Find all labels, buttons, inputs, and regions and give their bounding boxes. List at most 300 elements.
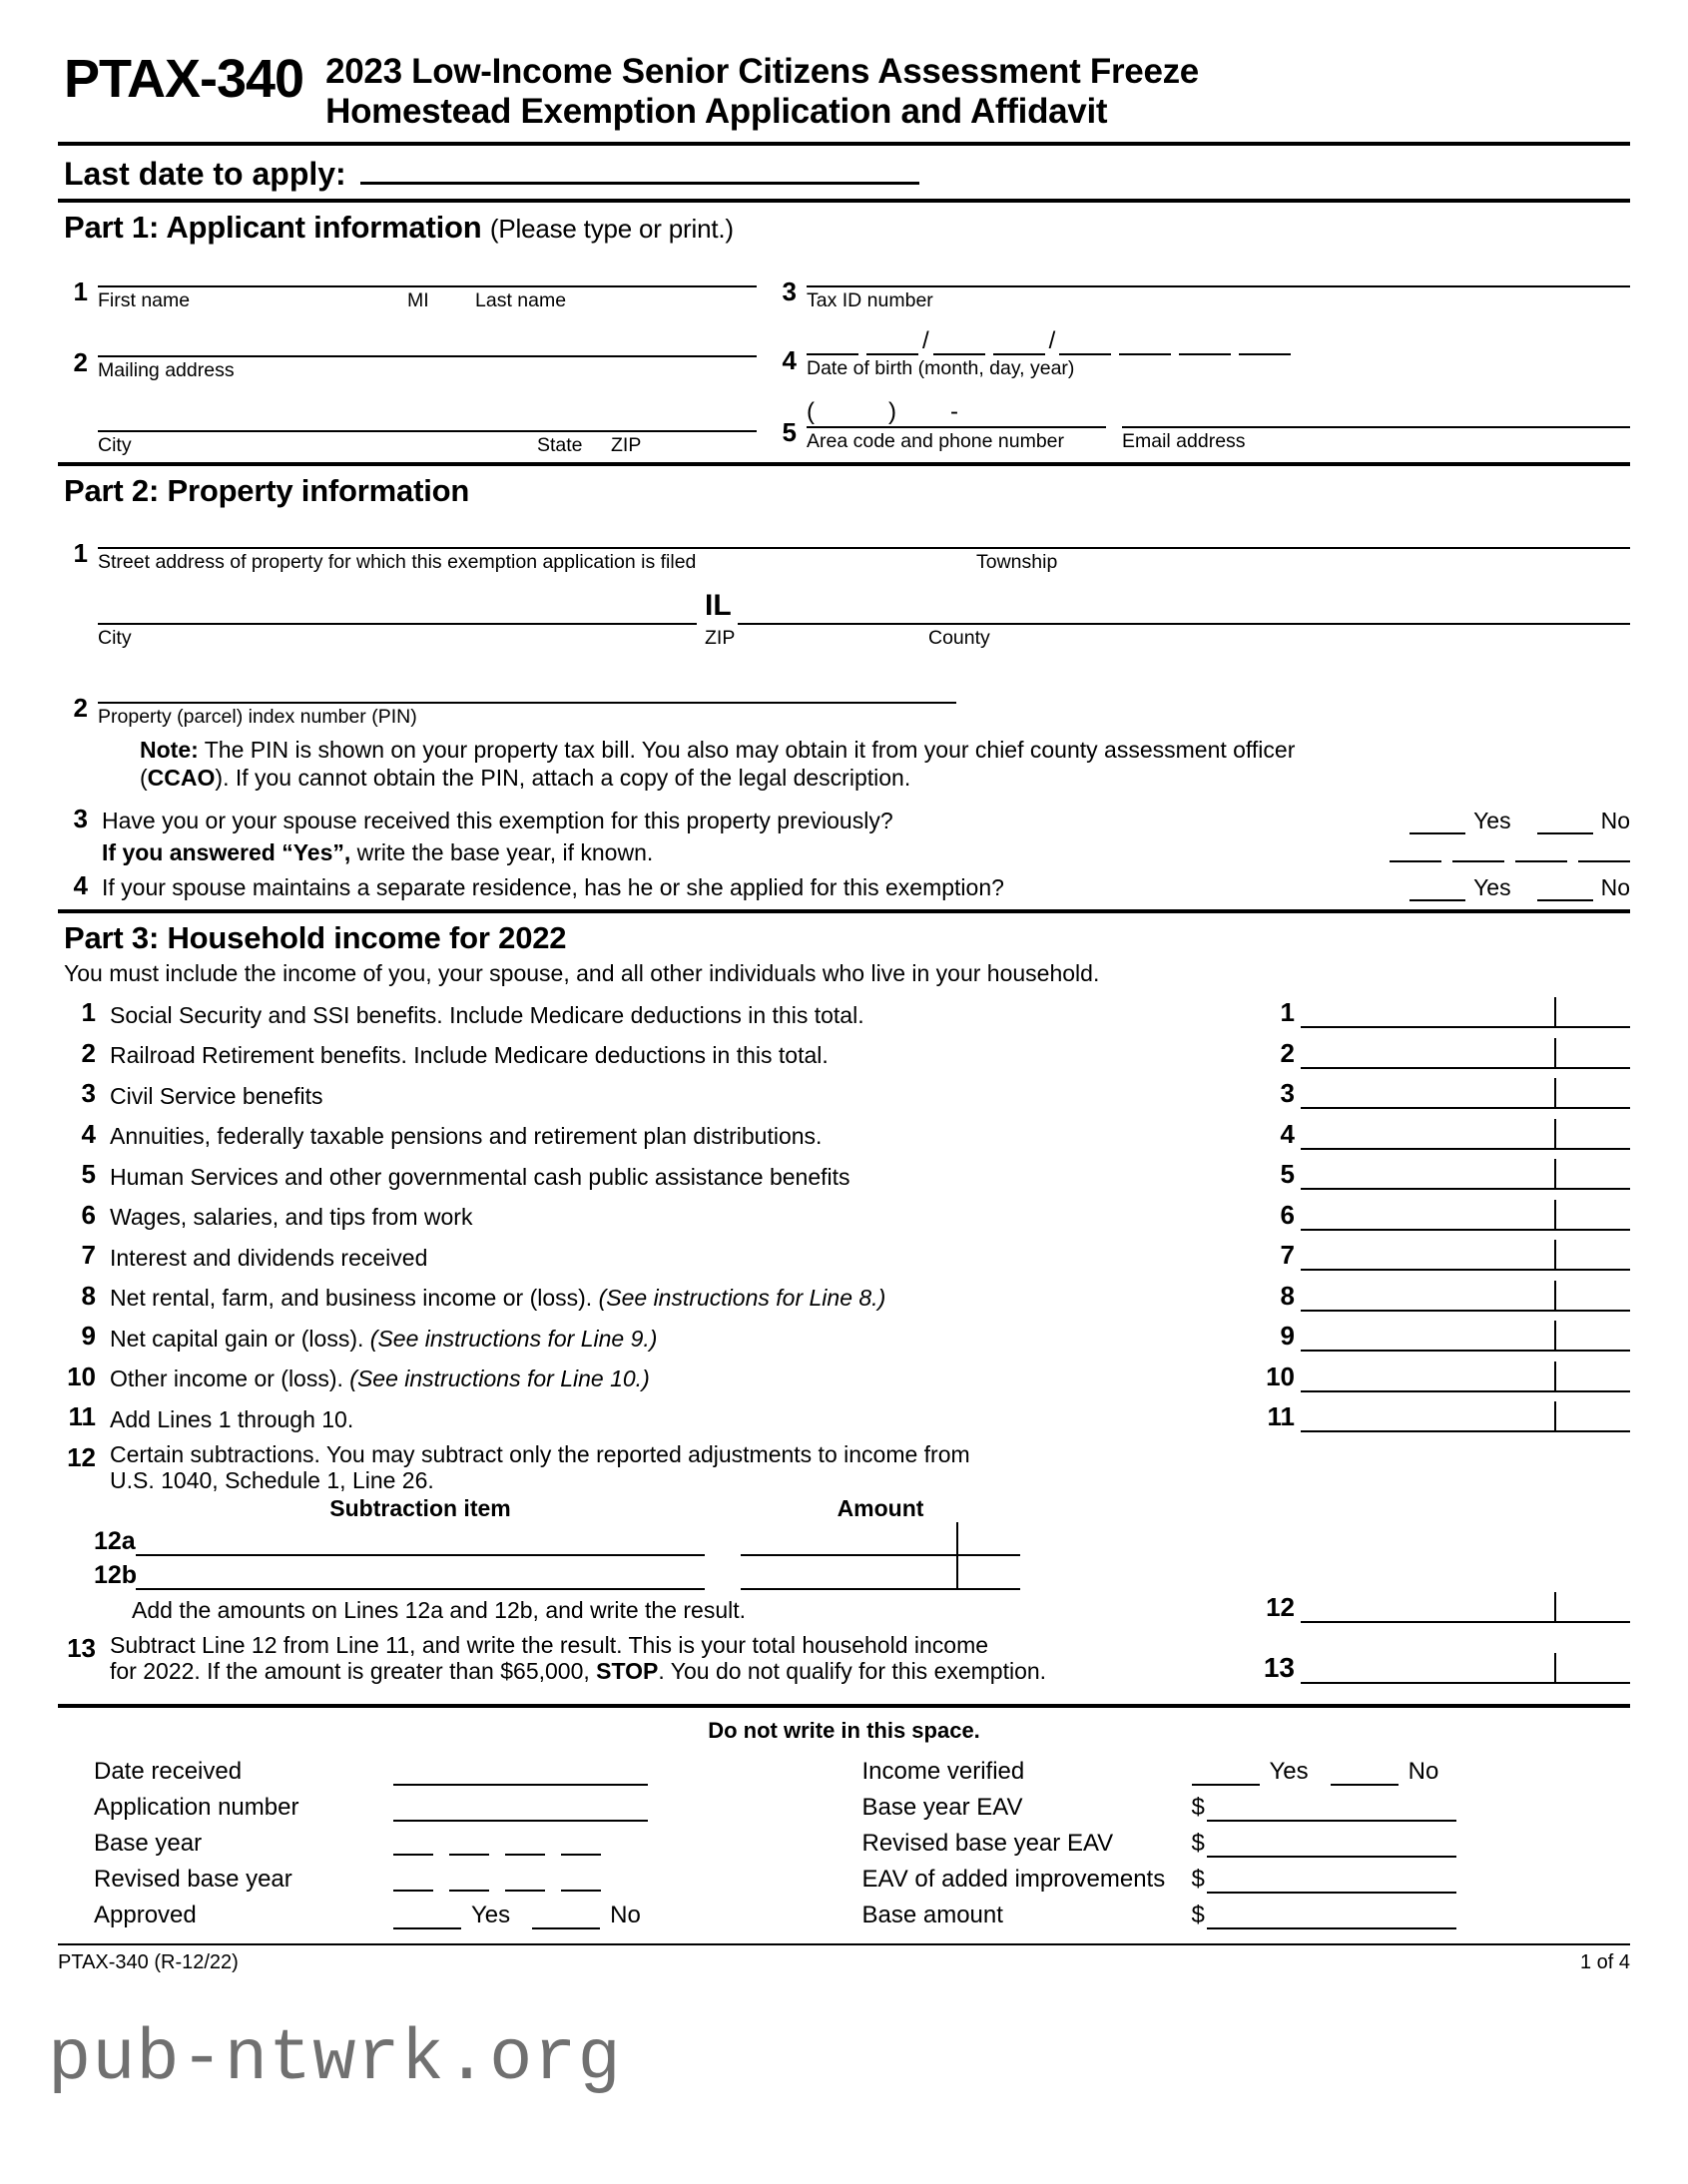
base-year-blanks bbox=[1390, 838, 1630, 866]
cents-divider bbox=[1554, 1240, 1556, 1269]
income-row bbox=[58, 997, 1630, 1028]
pin-caption-wrap bbox=[98, 706, 956, 728]
income-line-text bbox=[96, 1084, 1261, 1110]
question-3b-text bbox=[88, 839, 1390, 867]
base-year-office-digit-3[interactable] bbox=[505, 1834, 545, 1856]
part1-right-column bbox=[757, 252, 1630, 456]
caption-tax-id: Tax ID number bbox=[807, 288, 933, 311]
part2-line3-number: 3 bbox=[73, 804, 88, 834]
office-row-revised-base-year bbox=[94, 1866, 862, 1894]
pin-note-line2-rest: ). If you cannot obtain the PIN, attach a copy of the legal description. bbox=[215, 765, 911, 792]
q3-no-checkbox[interactable] bbox=[1537, 811, 1593, 834]
input-revised-base-year-eav[interactable] bbox=[1192, 1830, 1456, 1858]
q3-no-label: No bbox=[1600, 808, 1630, 834]
line-13-amount-input[interactable] bbox=[1301, 1656, 1630, 1684]
q3-yes-checkbox[interactable] bbox=[1409, 811, 1465, 834]
property-city-input[interactable] bbox=[98, 589, 697, 625]
q4-no-checkbox[interactable] bbox=[1537, 877, 1593, 901]
income-row bbox=[58, 1159, 1630, 1190]
part1-body bbox=[58, 252, 1630, 456]
pin-note-line2 bbox=[140, 764, 1630, 792]
income-line-text bbox=[96, 1165, 1261, 1191]
base-year-office-digit-4[interactable] bbox=[561, 1834, 601, 1856]
line-13-row bbox=[58, 1633, 1630, 1685]
income-line-number-right: 4 bbox=[1280, 1118, 1295, 1149]
caption-mi: MI bbox=[407, 288, 429, 311]
email-field-group bbox=[1106, 394, 1630, 452]
part1-top-divider bbox=[58, 199, 1630, 203]
property-state-fixed: IL bbox=[705, 589, 732, 623]
income-line-label: Net rental, farm, and business income or (loss). bbox=[110, 1285, 599, 1312]
income-row bbox=[58, 1321, 1630, 1352]
applicant-name-input[interactable] bbox=[98, 252, 757, 287]
pin-note-bold: Note: bbox=[140, 737, 199, 764]
income-verified-yes-checkbox[interactable] bbox=[1192, 1762, 1260, 1786]
dob-month-tens[interactable] bbox=[807, 325, 858, 355]
subtraction-table-header bbox=[58, 1495, 1630, 1522]
phone-email-row bbox=[767, 394, 1630, 452]
ccao-abbr: CCAO bbox=[147, 765, 216, 792]
line-13-l2-a: for 2022. If the amount is greater than $65,000, bbox=[110, 1657, 597, 1684]
subtraction-item-12b-input[interactable] bbox=[136, 1558, 705, 1590]
form-title-line2: Homestead Exemption Application and Affidavit bbox=[325, 91, 1108, 131]
income-line-number: 3 bbox=[81, 1078, 96, 1109]
cents-divider bbox=[1554, 1200, 1556, 1229]
income-amount-input[interactable] bbox=[1301, 1324, 1630, 1352]
income-line-label: Add Lines 1 through 10. bbox=[110, 1405, 354, 1432]
income-line-number: 1 bbox=[81, 997, 96, 1028]
mailing-address-row bbox=[58, 321, 757, 381]
mailing-address-caption-wrap bbox=[98, 359, 757, 381]
income-line-number: 8 bbox=[81, 1280, 96, 1311]
q4-yes-checkbox[interactable] bbox=[1409, 877, 1465, 901]
income-amount-input[interactable] bbox=[1301, 1284, 1630, 1312]
income-line-number-right: 11 bbox=[1267, 1401, 1295, 1432]
mailing-address-input[interactable] bbox=[98, 321, 757, 357]
line-12-text-line1: Certain subtractions. You may subtract only the reported adjustments to income from bbox=[110, 1440, 970, 1467]
line-12-row bbox=[58, 1442, 1630, 1494]
dob-caption-wrap bbox=[807, 357, 1630, 379]
income-line-number-right: 9 bbox=[1280, 1321, 1295, 1352]
cents-divider bbox=[1554, 997, 1556, 1026]
approved-yes-label: Yes bbox=[471, 1902, 511, 1929]
part1-line2-number: 2 bbox=[73, 346, 88, 377]
income-line-italic: (See instructions for Line 9.) bbox=[369, 1325, 658, 1352]
caption-phone: Area code and phone number bbox=[807, 429, 1065, 452]
caption-state: State bbox=[537, 433, 583, 456]
date-of-birth-row bbox=[767, 321, 1630, 379]
income-line-text bbox=[96, 1003, 1261, 1029]
income-verified-answer bbox=[1192, 1758, 1439, 1786]
subtraction-amount-12a-input[interactable] bbox=[741, 1524, 1020, 1556]
email-input[interactable] bbox=[1122, 426, 1630, 428]
q3-yes-label: Yes bbox=[1473, 808, 1511, 834]
line-13-l2-b: . You do not qualify for this exemption. bbox=[658, 1657, 1047, 1684]
part1-line3-number: 3 bbox=[782, 276, 797, 307]
income-verified-yes-label: Yes bbox=[1269, 1758, 1309, 1786]
q4-no-label: No bbox=[1600, 874, 1630, 901]
property-city-captions bbox=[98, 627, 1630, 649]
office-row-eav-added-improvements bbox=[862, 1866, 1631, 1894]
label-revised-base-year: Revised base year bbox=[94, 1866, 292, 1894]
income-line-number-right: 1 bbox=[1280, 997, 1295, 1028]
email-caption-wrap bbox=[1122, 430, 1630, 452]
approved-no-checkbox[interactable] bbox=[532, 1906, 600, 1929]
dollar-sign: $ bbox=[1191, 1830, 1205, 1858]
base-year-digit-1[interactable] bbox=[1390, 838, 1441, 862]
income-amount-input[interactable] bbox=[1301, 1122, 1630, 1150]
income-line-number-right: 2 bbox=[1280, 1037, 1295, 1068]
income-row bbox=[58, 1038, 1630, 1069]
form-title bbox=[325, 52, 1199, 132]
caption-property-city: City bbox=[98, 627, 132, 650]
part1-heading-text: Part 1: Applicant information bbox=[64, 209, 482, 245]
line-13-number-right: 13 bbox=[1263, 1652, 1295, 1684]
caption-pin: Property (parcel) index number (PIN) bbox=[98, 705, 417, 728]
dollar-sign: $ bbox=[1191, 1866, 1205, 1894]
footer-top-divider bbox=[58, 1704, 1630, 1708]
q3b-rest: write the base year, if known. bbox=[350, 838, 654, 865]
applicant-city-row bbox=[58, 396, 757, 456]
phone-paren-open: ( bbox=[807, 397, 815, 425]
dob-year-3[interactable] bbox=[1179, 325, 1231, 355]
form-revision-code: PTAX-340 (R-12/22) bbox=[58, 1951, 239, 1974]
caption-mailing-address: Mailing address bbox=[98, 359, 235, 382]
pin-note-line1 bbox=[140, 736, 1630, 764]
line-12-number-right: 12 bbox=[1266, 1592, 1295, 1623]
revised-base-year-digit-1[interactable] bbox=[393, 1870, 433, 1892]
form-title-line1: 2023 Low-Income Senior Citizens Assessment Freeze bbox=[325, 52, 1199, 91]
question-3-answer bbox=[1409, 808, 1630, 834]
income-line-text bbox=[96, 1043, 1261, 1069]
input-revised-base-year[interactable] bbox=[393, 1870, 601, 1894]
cents-divider bbox=[1554, 1653, 1556, 1682]
cents-divider bbox=[1554, 1362, 1556, 1390]
office-row-base-year-eav bbox=[862, 1794, 1631, 1822]
base-year-office-digit-2[interactable] bbox=[449, 1834, 489, 1856]
part2-line4-number: 4 bbox=[73, 870, 88, 901]
office-use-right-column bbox=[862, 1758, 1631, 1937]
office-use-left-column bbox=[58, 1758, 862, 1937]
question-4-answer bbox=[1409, 874, 1630, 901]
office-use-block bbox=[58, 1758, 1630, 1937]
line-12-total-text: Add the amounts on Lines 12a and 12b, and write the result. bbox=[132, 1596, 747, 1623]
income-line-label: Railroad Retirement benefits. Include Medicare deductions in this total. bbox=[110, 1042, 829, 1069]
caption-last-name: Last name bbox=[475, 288, 567, 311]
revised-base-year-digit-2[interactable] bbox=[449, 1870, 489, 1892]
q4-yes-label: Yes bbox=[1473, 874, 1511, 901]
part2-line1-number: 1 bbox=[73, 538, 88, 569]
label-approved: Approved bbox=[94, 1902, 197, 1929]
income-line-number-right: 7 bbox=[1280, 1240, 1295, 1271]
header-divider bbox=[58, 142, 1630, 146]
footer-bottom-divider bbox=[58, 1943, 1630, 1945]
income-line-number-right: 5 bbox=[1280, 1159, 1295, 1190]
label-application-number: Application number bbox=[94, 1794, 299, 1822]
line-12-total-row bbox=[58, 1592, 1630, 1623]
do-not-write-notice: Do not write in this space. bbox=[708, 1718, 980, 1744]
q3b-bold: If you answered “Yes”, bbox=[102, 838, 351, 865]
caption-city: City bbox=[98, 433, 132, 456]
approved-yes-checkbox[interactable] bbox=[393, 1906, 461, 1929]
label-base-year-eav: Base year EAV bbox=[861, 1794, 1023, 1822]
income-line-text bbox=[96, 1366, 1261, 1392]
base-year-digit-4[interactable] bbox=[1578, 838, 1630, 862]
income-line-text bbox=[96, 1327, 1261, 1353]
income-verified-no-label: No bbox=[1407, 1758, 1439, 1786]
revised-base-year-digit-4[interactable] bbox=[561, 1870, 601, 1892]
property-street-row bbox=[58, 513, 1630, 573]
income-amount-input[interactable] bbox=[1301, 1000, 1630, 1028]
input-base-year-eav[interactable] bbox=[1192, 1794, 1456, 1822]
line-12-text-line2: U.S. 1040, Schedule 1, Line 26. bbox=[110, 1466, 434, 1493]
applicant-name-row bbox=[58, 252, 757, 311]
income-row bbox=[58, 1200, 1630, 1231]
income-line-number: 2 bbox=[81, 1037, 96, 1068]
cents-divider bbox=[1554, 1281, 1556, 1310]
income-line-text bbox=[96, 1124, 1261, 1150]
part2-heading: Part 2: Property information bbox=[64, 473, 470, 509]
cents-divider bbox=[956, 1556, 958, 1588]
office-row-approved bbox=[94, 1902, 862, 1929]
dob-year-4[interactable] bbox=[1239, 325, 1291, 355]
label-base-year: Base year bbox=[94, 1830, 203, 1858]
income-line-label: Civil Service benefits bbox=[110, 1082, 323, 1109]
dollar-sign: $ bbox=[1191, 1902, 1205, 1929]
income-row bbox=[58, 1240, 1630, 1271]
page-number: 1 of 4 bbox=[1579, 1951, 1630, 1974]
office-row-income-verified bbox=[862, 1758, 1631, 1786]
part3-top-divider bbox=[58, 909, 1630, 913]
income-line-text bbox=[96, 1246, 1261, 1272]
phone-dash: - bbox=[950, 397, 958, 425]
input-eav-added-improvements[interactable] bbox=[1192, 1866, 1456, 1894]
col-amount: Amount bbox=[837, 1495, 924, 1522]
income-line-number: 6 bbox=[81, 1199, 96, 1230]
dob-year-1[interactable] bbox=[1059, 325, 1111, 355]
property-zip-county-input[interactable] bbox=[738, 589, 1630, 625]
tax-id-input[interactable] bbox=[807, 252, 1630, 287]
dob-slash-1: / bbox=[922, 327, 929, 355]
income-amount-input[interactable] bbox=[1301, 1041, 1630, 1069]
tax-id-caption-wrap bbox=[807, 289, 1630, 311]
income-amount-input[interactable] bbox=[1301, 1162, 1630, 1190]
property-pin-row bbox=[58, 668, 1630, 728]
income-row bbox=[58, 1078, 1630, 1109]
income-amount-input[interactable] bbox=[1301, 1081, 1630, 1109]
income-line-number-right: 6 bbox=[1280, 1199, 1295, 1230]
office-row-base-year bbox=[94, 1830, 862, 1858]
phone-email-fields bbox=[807, 394, 1630, 452]
income-amount-input[interactable] bbox=[1301, 1404, 1630, 1432]
income-row bbox=[58, 1119, 1630, 1150]
subtraction-row-12a bbox=[58, 1524, 1630, 1556]
cents-divider bbox=[1554, 1401, 1556, 1430]
office-row-application-number bbox=[94, 1794, 862, 1822]
caption-email: Email address bbox=[1122, 429, 1246, 452]
dob-segments bbox=[807, 321, 1630, 355]
income-line-number: 9 bbox=[81, 1321, 96, 1352]
part2-line2-number: 2 bbox=[73, 693, 88, 724]
tax-id-row bbox=[767, 252, 1630, 311]
question-4-row bbox=[58, 870, 1630, 901]
income-line-number-right: 3 bbox=[1280, 1078, 1295, 1109]
caption-street-address: Street address of property for which this exemption application is filed bbox=[98, 551, 697, 574]
income-verified-no-checkbox[interactable] bbox=[1331, 1762, 1399, 1786]
office-row-base-amount bbox=[862, 1902, 1631, 1929]
part1-line4-number: 4 bbox=[782, 344, 797, 375]
question-3b-row bbox=[58, 838, 1630, 866]
income-line-label: Human Services and other governmental cash public assistance benefits bbox=[110, 1163, 850, 1190]
income-row bbox=[58, 1401, 1630, 1432]
tag-12a: 12a bbox=[94, 1527, 136, 1556]
dob-year-2[interactable] bbox=[1119, 325, 1171, 355]
income-line-number: 5 bbox=[81, 1159, 96, 1190]
property-pin-input[interactable] bbox=[98, 668, 956, 704]
income-line-text bbox=[96, 1286, 1261, 1312]
label-eav-added-improvements: EAV of added improvements bbox=[861, 1866, 1166, 1894]
income-lines bbox=[58, 997, 1630, 1432]
form-header bbox=[64, 49, 1630, 132]
income-row bbox=[58, 1362, 1630, 1392]
income-line-text bbox=[96, 1205, 1261, 1231]
applicant-city-captions bbox=[98, 434, 757, 456]
input-base-year[interactable] bbox=[393, 1834, 601, 1858]
income-line-number: 10 bbox=[67, 1361, 96, 1391]
cents-divider bbox=[956, 1522, 958, 1554]
subtraction-amount-12b-input[interactable] bbox=[741, 1558, 1020, 1590]
applicant-city-input[interactable] bbox=[98, 396, 757, 432]
caption-property-zip: ZIP bbox=[705, 627, 736, 650]
office-row-date-received bbox=[94, 1758, 862, 1786]
income-line-label: Interest and dividends received bbox=[110, 1244, 428, 1271]
stop-warning: STOP bbox=[596, 1657, 659, 1684]
pin-note bbox=[140, 736, 1630, 792]
line-12-amount-input[interactable] bbox=[1301, 1595, 1630, 1623]
last-date-to-apply-row bbox=[64, 152, 1630, 193]
pin-note-line1-rest: The PIN is shown on your property tax bill. You also may obtain it from your chief county assessment officer bbox=[198, 737, 1296, 764]
income-line-italic: (See instructions for Line 10.) bbox=[349, 1365, 650, 1392]
form-code: PTAX-340 bbox=[64, 49, 304, 109]
input-application-number[interactable] bbox=[393, 1796, 648, 1822]
caption-date-of-birth: Date of birth (month, day, year) bbox=[807, 357, 1075, 380]
cents-divider bbox=[1554, 1119, 1556, 1148]
income-line-number: 11 bbox=[68, 1401, 96, 1432]
base-year-office-digit-1[interactable] bbox=[393, 1834, 433, 1856]
pin-note-paren: ( bbox=[140, 765, 148, 792]
income-row bbox=[58, 1281, 1630, 1312]
footer-meta bbox=[58, 1951, 1630, 1974]
subtraction-item-12a-input[interactable] bbox=[136, 1524, 705, 1556]
cents-divider bbox=[1554, 1321, 1556, 1350]
income-line-italic: (See instructions for Line 8.) bbox=[598, 1285, 886, 1312]
property-street-input[interactable] bbox=[98, 513, 1630, 549]
part2-top-divider bbox=[58, 462, 1630, 466]
line-12-number: 12 bbox=[67, 1441, 96, 1472]
subtraction-row-12b bbox=[58, 1558, 1630, 1590]
phone-field-group bbox=[807, 394, 1106, 452]
base-year-digit-3[interactable] bbox=[1515, 838, 1567, 862]
input-base-amount[interactable] bbox=[1192, 1902, 1456, 1929]
label-revised-base-year-eav: Revised base year EAV bbox=[861, 1830, 1114, 1858]
income-amount-input[interactable] bbox=[1301, 1203, 1630, 1231]
base-amount-blank[interactable] bbox=[1207, 1904, 1456, 1929]
property-city-fields bbox=[98, 589, 1630, 625]
part3-heading: Part 3: Household income for 2022 bbox=[64, 920, 567, 956]
income-line-label: Other income or (loss). bbox=[110, 1365, 350, 1392]
part1-heading-note: (Please type or print.) bbox=[489, 213, 734, 244]
income-line-label: Social Security and SSI benefits. Include Medicare deductions in this total. bbox=[110, 1001, 864, 1028]
input-date-received[interactable] bbox=[393, 1760, 648, 1786]
income-amount-input[interactable] bbox=[1301, 1243, 1630, 1271]
revised-base-year-digit-3[interactable] bbox=[505, 1870, 545, 1892]
base-year-eav-blank[interactable] bbox=[1207, 1796, 1456, 1822]
phone-caption-wrap bbox=[807, 430, 1106, 452]
income-amount-input[interactable] bbox=[1301, 1365, 1630, 1392]
approved-answer bbox=[393, 1902, 641, 1929]
line-13-text-line2 bbox=[110, 1659, 1261, 1685]
income-line-number-right: 10 bbox=[1266, 1361, 1295, 1391]
col-subtraction-item: Subtraction item bbox=[329, 1495, 511, 1522]
question-3-row bbox=[58, 804, 1630, 834]
part1-line1-number: 1 bbox=[73, 276, 88, 307]
label-base-amount: Base amount bbox=[861, 1902, 1003, 1929]
dob-slash-2: / bbox=[1048, 327, 1056, 355]
cents-divider bbox=[1554, 1038, 1556, 1067]
income-line-label: Net capital gain or (loss). bbox=[110, 1325, 370, 1352]
last-date-input[interactable] bbox=[360, 152, 919, 185]
dob-month-ones[interactable] bbox=[866, 325, 918, 355]
last-date-label: Last date to apply: bbox=[64, 155, 346, 192]
part1-line5-number: 5 bbox=[782, 417, 797, 448]
revised-base-year-eav-blank[interactable] bbox=[1207, 1832, 1456, 1858]
eav-added-improvements-blank[interactable] bbox=[1207, 1868, 1456, 1894]
label-date-received: Date received bbox=[94, 1758, 243, 1786]
phone-paren-close: ) bbox=[888, 397, 896, 425]
income-line-text bbox=[96, 1407, 1261, 1433]
cents-divider bbox=[1554, 1159, 1556, 1188]
caption-zip: ZIP bbox=[611, 433, 642, 456]
caption-county: County bbox=[928, 627, 990, 650]
watermark: pub-ntwrk.org bbox=[48, 2018, 622, 2100]
caption-township: Township bbox=[976, 551, 1058, 574]
part3-intro: You must include the income of you, your spouse, and all other individuals who live in your household. bbox=[64, 960, 1100, 987]
office-row-revised-base-year-eav bbox=[862, 1830, 1631, 1858]
part1-heading bbox=[64, 210, 1630, 246]
income-line-label: Annuities, federally taxable pensions and retirement plan distributions. bbox=[110, 1123, 823, 1150]
line-13-text-line1: Subtract Line 12 from Line 11, and write the result. This is your total household income bbox=[110, 1631, 989, 1658]
income-line-number-right: 8 bbox=[1280, 1280, 1295, 1311]
phone-inner bbox=[807, 394, 1106, 426]
dob-day-tens[interactable] bbox=[933, 325, 985, 355]
cents-divider bbox=[1554, 1592, 1556, 1621]
line-13-text bbox=[96, 1633, 1261, 1685]
label-income-verified: Income verified bbox=[861, 1758, 1025, 1786]
dob-day-ones[interactable] bbox=[993, 325, 1045, 355]
applicant-name-captions bbox=[98, 289, 757, 311]
part1-left-column bbox=[58, 252, 757, 456]
property-street-captions bbox=[98, 551, 1630, 573]
question-4-text: If your spouse maintains a separate residence, has he or she applied for this exemption? bbox=[102, 873, 1004, 900]
base-year-digit-2[interactable] bbox=[1452, 838, 1504, 862]
tag-12b: 12b bbox=[94, 1561, 138, 1590]
line-13-number: 13 bbox=[67, 1632, 96, 1663]
income-line-number: 4 bbox=[81, 1118, 96, 1149]
income-line-label: Wages, salaries, and tips from work bbox=[110, 1204, 473, 1231]
property-city-row bbox=[58, 589, 1630, 649]
income-line-number: 7 bbox=[81, 1240, 96, 1271]
question-3-text: Have you or your spouse received this exemption for this property previously? bbox=[102, 807, 893, 833]
